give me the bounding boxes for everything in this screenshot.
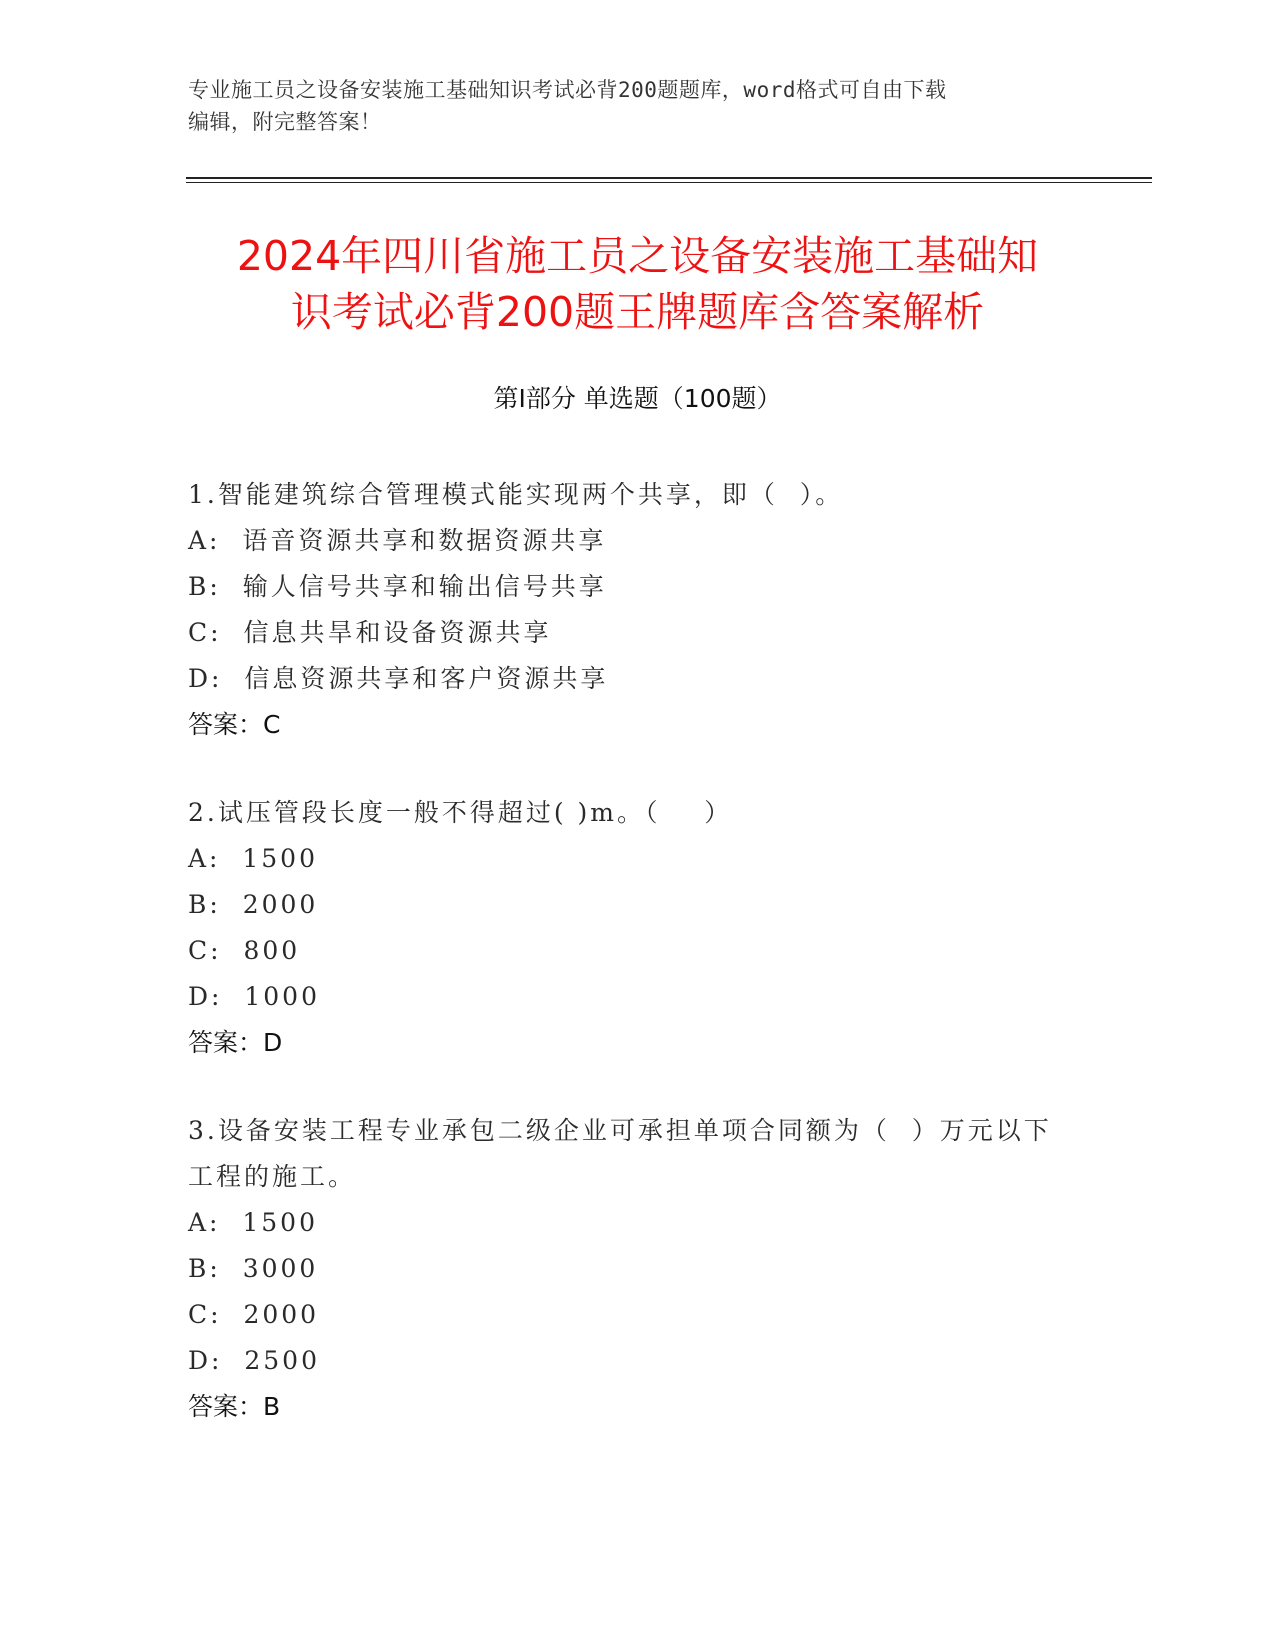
section-heading: 第Ⅰ部分 单选题（100题） bbox=[493, 384, 782, 413]
header-divider-thick bbox=[186, 177, 1152, 179]
option-c: C: 800 bbox=[188, 936, 301, 965]
question-stem-line-1: 3.设备安装工程专业承包二级企业可承担单项合同额为（ ）万元以下 bbox=[188, 1116, 1052, 1145]
option-a: A: 1500 bbox=[188, 1208, 318, 1237]
header-note bbox=[188, 74, 1088, 138]
answer-text: 答案：D bbox=[188, 1028, 283, 1057]
question-1 bbox=[188, 472, 1088, 748]
option-b: B: 输人信号共享和输出信号共享 bbox=[188, 572, 607, 601]
option-a: A: 语音资源共享和数据资源共享 bbox=[188, 526, 607, 555]
question-stem: 1.智能建筑综合管理模式能实现两个共享，即（ ）。 bbox=[188, 480, 844, 509]
option-c: C: 2000 bbox=[188, 1300, 320, 1329]
document-title bbox=[120, 228, 1155, 340]
answer-text: 答案：B bbox=[188, 1392, 281, 1421]
header-note-line-2: 编辑，附完整答案！ bbox=[188, 110, 382, 134]
question-3 bbox=[188, 1108, 1088, 1430]
option-d: D: 1000 bbox=[188, 982, 320, 1011]
option-c: C: 信息共旱和设备资源共享 bbox=[188, 618, 552, 647]
question-stem: 2.试压管段长度一般不得超过( )m。（ ） bbox=[188, 798, 733, 827]
option-d: D: 2500 bbox=[188, 1346, 320, 1375]
question-stem-line-2: 工程的施工。 bbox=[188, 1162, 357, 1191]
option-a: A: 1500 bbox=[188, 844, 318, 873]
option-d: D: 信息资源共享和客户资源共享 bbox=[188, 664, 609, 693]
option-b: B: 3000 bbox=[188, 1254, 319, 1283]
answer-text: 答案：C bbox=[188, 710, 281, 739]
document-title-line-2: 识考试必背200题王牌题库含答案解析 bbox=[290, 288, 985, 336]
header-note-line-1: 专业施工员之设备安装施工基础知识考试必背200题题库，word格式可自由下载 bbox=[188, 78, 947, 102]
document-title-line-1: 2024年四川省施工员之设备安装施工基础知 bbox=[236, 232, 1039, 280]
question-2 bbox=[188, 790, 1088, 1066]
header-divider-thin bbox=[186, 182, 1152, 183]
option-b: B: 2000 bbox=[188, 890, 319, 919]
